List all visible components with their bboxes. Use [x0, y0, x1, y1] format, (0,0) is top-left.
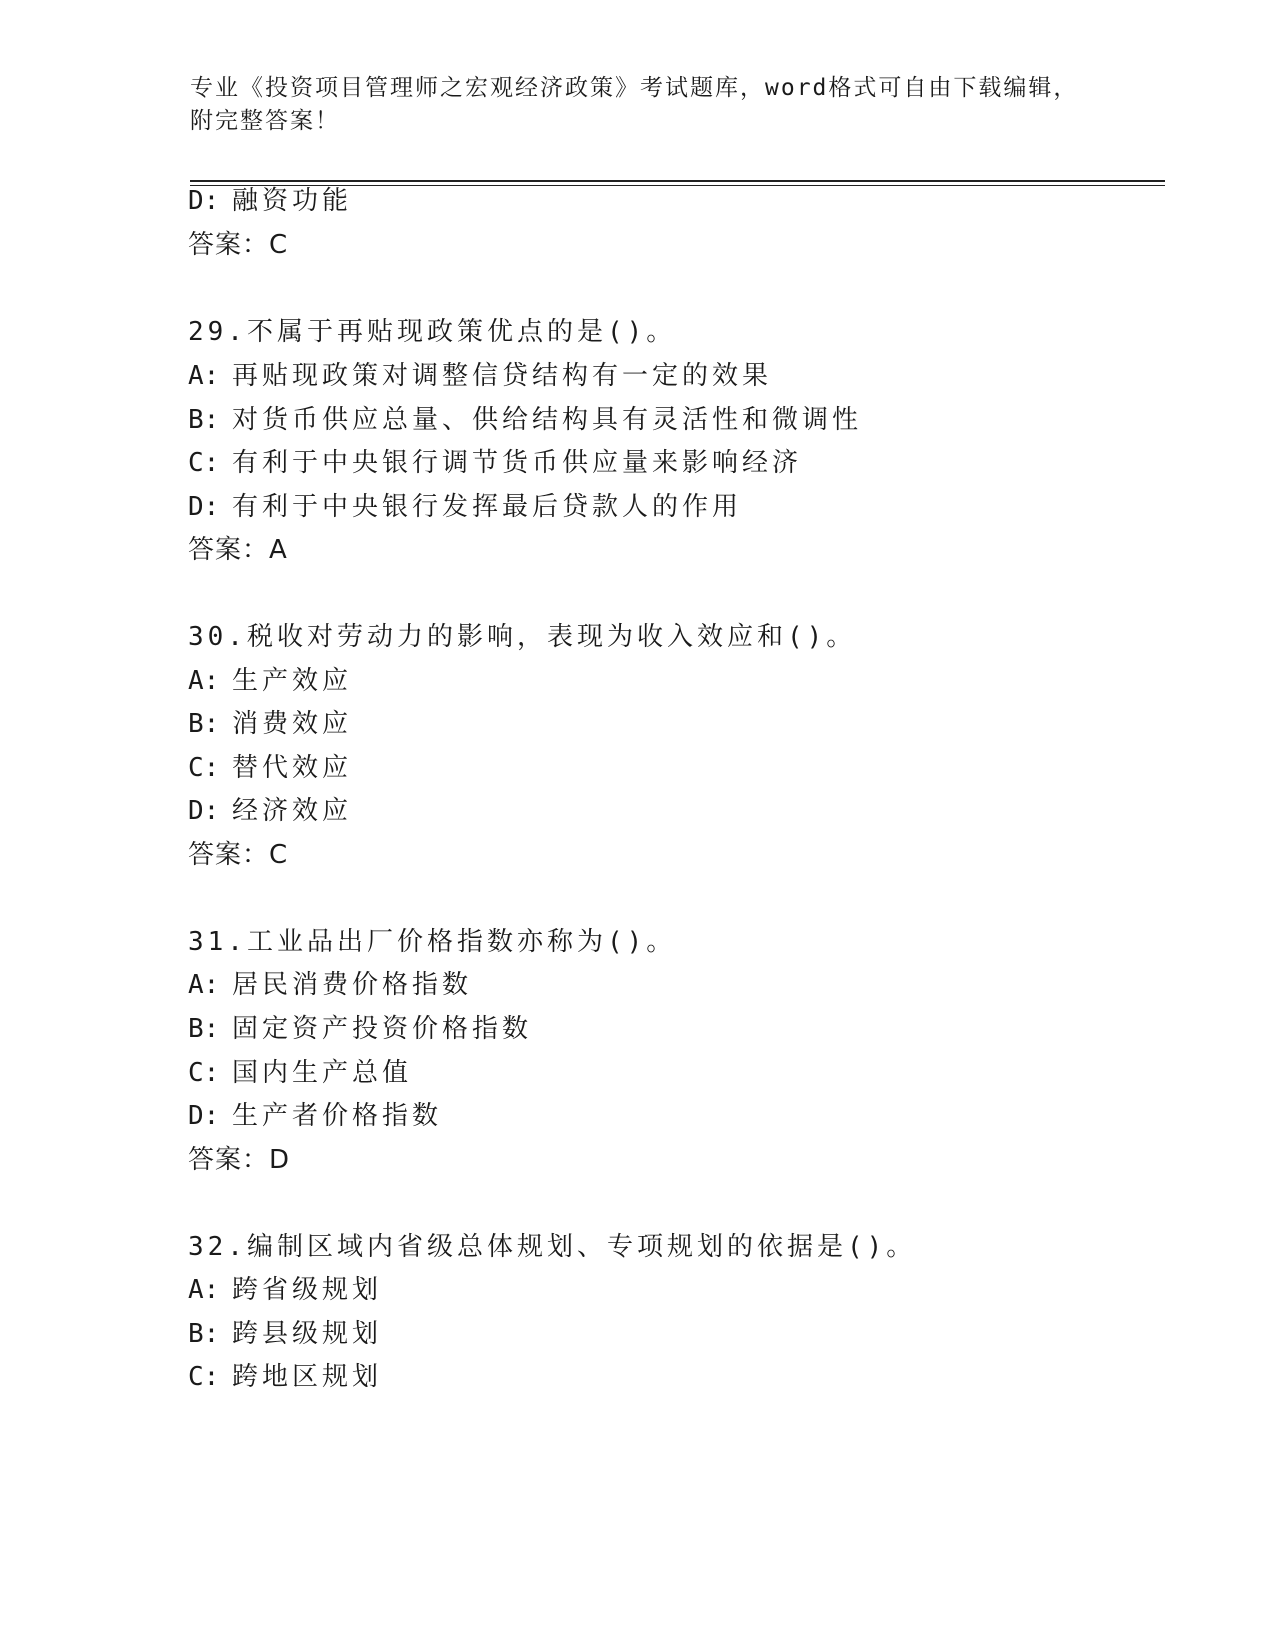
option-label: A: [188, 666, 220, 696]
question-31-stem: 31.工业品出厂价格指数亦称为()。 [188, 927, 677, 957]
option-text: 消费效应 [232, 709, 353, 739]
option-text: 经济效应 [232, 796, 353, 826]
option-text: 再贴现政策对调整信贷结构有一定的效果 [232, 361, 773, 391]
question-29-option-d [188, 490, 742, 524]
question-30-answer: 答案：C [188, 840, 289, 870]
header-line-2: 附完整答案！ [190, 108, 340, 134]
question-30-option-a [188, 664, 352, 698]
option-label: D: [188, 1101, 220, 1131]
option-label: C: [188, 753, 220, 783]
question-30-option-b [188, 707, 352, 741]
question-30-option-c [188, 751, 352, 785]
option-text: 生产者价格指数 [232, 1101, 443, 1131]
question-31-option-c [188, 1056, 412, 1090]
option-label: A: [188, 361, 220, 391]
question-29-stem: 29.不属于再贴现政策优点的是()。 [188, 317, 677, 347]
header-divider-thick [190, 180, 1165, 182]
option-text: 跨县级规划 [232, 1319, 383, 1349]
option-label: C: [188, 1058, 220, 1088]
option-label: D: [188, 492, 220, 522]
option-label: C: [188, 1362, 220, 1392]
option-text: 固定资产投资价格指数 [232, 1014, 533, 1044]
option-text: 对货币供应总量、供给结构具有灵活性和微调性 [232, 405, 863, 435]
option-label: B: [188, 1014, 220, 1044]
question-31-option-b [188, 1012, 532, 1046]
document-header [190, 72, 1090, 138]
question-30-option-d [188, 794, 352, 828]
question-32-option-c [188, 1360, 382, 1394]
question-32-option-b [188, 1317, 382, 1351]
question-31-option-d [188, 1099, 442, 1133]
option-label: D: [188, 796, 220, 826]
question-30-stem: 30.税收对劳动力的影响，表现为收入效应和()。 [188, 622, 857, 652]
option-label: D: [188, 186, 220, 216]
option-label: B: [188, 405, 220, 435]
question-29-option-b [188, 403, 862, 437]
option-label: A: [188, 1275, 220, 1305]
question-31-answer: 答案：D [188, 1145, 291, 1175]
option-text: 居民消费价格指数 [232, 970, 473, 1000]
option-text: 跨省级规划 [232, 1275, 383, 1305]
option-label: B: [188, 1319, 220, 1349]
option-text: 融资功能 [232, 186, 353, 216]
prev-answer: 答案：C [188, 230, 289, 260]
question-29-answer: 答案：A [188, 535, 288, 565]
option-text: 跨地区规划 [232, 1362, 383, 1392]
question-29-option-c [188, 446, 802, 480]
option-text: 有利于中央银行调节货币供应量来影响经济 [232, 448, 803, 478]
option-text: 生产效应 [232, 666, 353, 696]
question-32-stem: 32.编制区域内省级总体规划、专项规划的依据是()。 [188, 1232, 917, 1262]
option-label: A: [188, 970, 220, 1000]
option-text: 国内生产总值 [232, 1058, 413, 1088]
option-label: C: [188, 448, 220, 478]
prev-option-d [188, 184, 352, 218]
option-label: B: [188, 709, 220, 739]
question-32-option-a [188, 1273, 382, 1307]
option-text: 有利于中央银行发挥最后贷款人的作用 [232, 492, 743, 522]
question-29-option-a [188, 359, 772, 393]
option-text: 替代效应 [232, 753, 353, 783]
question-31-option-a [188, 968, 472, 1002]
header-line-1: 专业《投资项目管理师之宏观经济政策》考试题库，word格式可自由下载编辑， [190, 75, 1079, 101]
